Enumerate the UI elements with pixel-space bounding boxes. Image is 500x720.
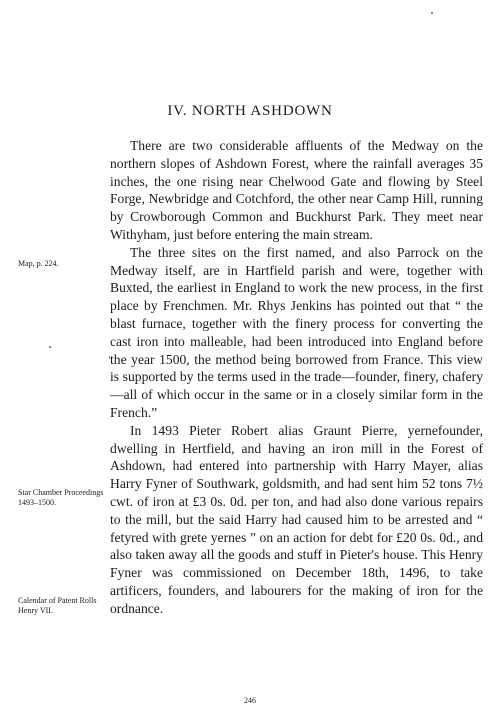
paragraph-1: There are two considerable affluents of the Medway on the northern slopes of Ashdown Forest, where the rainfall averages 35 inches, the one rising near Chelwood Gate and flowing by Steel Forge, Newbridge and Cotchford, the other near Camp Hill, running by Crowborough Common and Buckhurst Park. They meet near Withyham, just before entering the main stream. <box>110 138 483 242</box>
paragraph-2: The three sites on the first named, and also Parrock on the Medway itself, are in Hartfield parish and were, together with Buxted, the earliest in England to work the new process, in the first place by Frenchmen. Mr. Rhys Jenkins has pointed out that “ the blast furnace, together with the finery process for converting the cast iron into malleable, had been introduced into England before the year 1500, the method being borrowed from France. This view is supported by the terms used in the trade—founder, finery, chafery—all of which occur in the same or in a closely similar form in the French.” <box>110 244 483 420</box>
margin-note-patent-rolls: Calendar of Patent Rolls Henry VII. <box>18 596 97 615</box>
paragraph-3: In 1493 Pieter Robert alias Graunt Pierre, yernefounder, dwelling in Hertfield, and having an iron mill in the Forest of Ashdown, had entered into partnership with Harry Mayer, alias Harry Fyner of Southwark, goldsmith, and had sent him 52 tons 7½ cwt. of iron at £3 0s. 0d. per ton, and had also done various repairs to the mill, but the said Harry had caused him to be arrested and “ fetyred with grete yernes ” on an action for debt for £20 0s. 0d., and also taken away all the goods and stuff in Pieter's house. This Henry Fyner was commissioned on December 18th, 1496, to take artificers, founders, and labourers for the making of iron for the ordnance. <box>110 422 483 616</box>
paper-speck <box>431 12 433 14</box>
body-text <box>110 137 483 618</box>
margin-note-star-chamber: Star Chamber Proceedings 1493–1500. <box>18 488 104 507</box>
chapter-heading: IV. NORTH ASHDOWN <box>167 103 333 119</box>
page-number: 246 <box>244 696 256 705</box>
paper-speck <box>49 346 51 348</box>
paper-speck <box>109 356 110 359</box>
margin-note-map: Map, p. 224. <box>18 259 59 268</box>
